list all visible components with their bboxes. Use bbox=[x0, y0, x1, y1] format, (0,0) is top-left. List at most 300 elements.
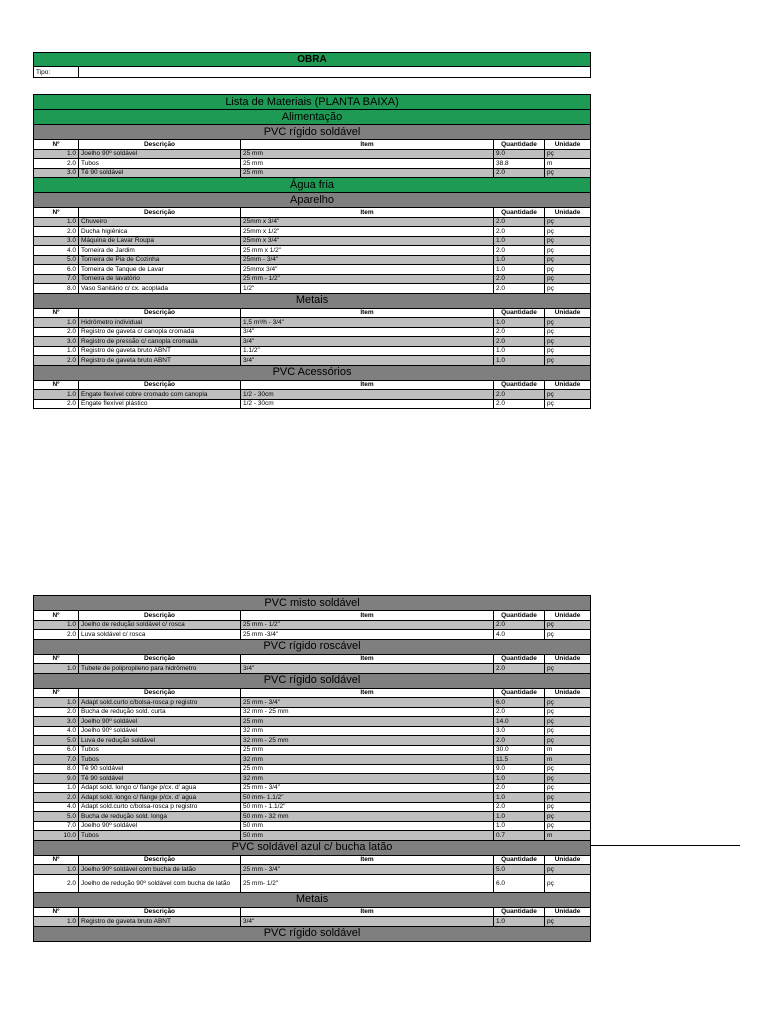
table-row bbox=[34, 327, 591, 337]
row-descricao: Engate flexível cobre cromado com canopla bbox=[79, 390, 241, 400]
section-title: Metais bbox=[34, 892, 591, 907]
row-number: 1.0 bbox=[34, 318, 79, 328]
col-header-item: Item bbox=[241, 208, 494, 218]
row-number: 1.0 bbox=[34, 664, 79, 674]
row-descricao: Tê 90 soldável bbox=[79, 168, 241, 178]
row-number: 2.0 bbox=[34, 630, 79, 640]
list-title: Lista de Materiais (PLANTA BAIXA) bbox=[34, 95, 591, 110]
table-row bbox=[34, 664, 591, 674]
row-number: 2.0 bbox=[34, 327, 79, 337]
row-unidade: pç bbox=[545, 318, 591, 328]
row-unidade: pç bbox=[545, 630, 591, 640]
row-descricao: Torneira de lavatório bbox=[79, 274, 241, 284]
table-row bbox=[34, 745, 591, 755]
col-header-quantidade: Quantidade bbox=[494, 140, 545, 150]
row-descricao: Joelho 90º soldável bbox=[79, 717, 241, 727]
table-row bbox=[34, 774, 591, 784]
row-unidade: pç bbox=[545, 726, 591, 736]
list-title-row bbox=[34, 95, 591, 110]
col-header-unidade: Unidade bbox=[545, 208, 591, 218]
row-number: 3.0 bbox=[34, 168, 79, 178]
row-unidade: pç bbox=[545, 793, 591, 803]
row-quantidade: 1.0 bbox=[494, 821, 545, 831]
table-row bbox=[34, 227, 591, 237]
table-row bbox=[34, 620, 591, 630]
row-quantidade: 2.0 bbox=[494, 707, 545, 717]
row-quantidade: 4.0 bbox=[494, 630, 545, 640]
table-row bbox=[34, 783, 591, 793]
row-number: 2.0 bbox=[34, 227, 79, 237]
row-descricao: Torneira de Tanque de Lavar bbox=[79, 265, 241, 275]
row-quantidade: 1.0 bbox=[494, 265, 545, 275]
row-unidade: pç bbox=[545, 821, 591, 831]
row-number: 2.0 bbox=[34, 159, 79, 169]
row-number: 2.0 bbox=[34, 793, 79, 803]
col-header-n: Nº bbox=[34, 611, 79, 621]
obra-title-row bbox=[34, 53, 591, 67]
row-item: 1,5 m³/h - 3/4" bbox=[241, 318, 494, 328]
row-descricao: Joelho de redução 90º soldável com bucha de latão bbox=[79, 874, 241, 892]
column-header-row bbox=[34, 308, 591, 318]
materials-table-page-1 bbox=[33, 94, 591, 409]
col-header-descricao: Descrição bbox=[79, 308, 241, 318]
row-descricao: Vaso Sanitário c/ cx. acoplada bbox=[79, 284, 241, 294]
row-number: 4.0 bbox=[34, 726, 79, 736]
row-quantidade: 2.0 bbox=[494, 390, 545, 400]
row-item: 25 mm - 1/2" bbox=[241, 274, 494, 284]
row-item: 25 mm bbox=[241, 159, 494, 169]
section-title-row bbox=[34, 125, 591, 140]
column-header-row bbox=[34, 855, 591, 865]
row-descricao: Ducha higiênica bbox=[79, 227, 241, 237]
row-unidade: pç bbox=[545, 664, 591, 674]
col-header-descricao: Descrição bbox=[79, 208, 241, 218]
section-title-row bbox=[34, 365, 591, 380]
table-row bbox=[34, 159, 591, 169]
table-row bbox=[34, 168, 591, 178]
row-item: 25 mm -3/4" bbox=[241, 630, 494, 640]
row-unidade: pç bbox=[545, 255, 591, 265]
row-descricao: Adapt sold. longo c/ flange p/cx. d' agua bbox=[79, 783, 241, 793]
row-unidade: pç bbox=[545, 736, 591, 746]
tipo-value[interactable] bbox=[79, 67, 591, 78]
col-header-unidade: Unidade bbox=[545, 380, 591, 390]
col-header-item: Item bbox=[241, 380, 494, 390]
row-quantidade: 2.0 bbox=[494, 227, 545, 237]
table-row bbox=[34, 149, 591, 159]
row-item: 25mm - 3/4" bbox=[241, 255, 494, 265]
row-descricao: Torneira de Pia de Cozinha bbox=[79, 255, 241, 265]
column-header-row bbox=[34, 140, 591, 150]
row-unidade: pç bbox=[545, 865, 591, 875]
row-quantidade: 2.0 bbox=[494, 284, 545, 294]
row-descricao: Joelho 90º soldável bbox=[79, 821, 241, 831]
col-header-n: Nº bbox=[34, 654, 79, 664]
row-quantidade: 9.0 bbox=[494, 764, 545, 774]
row-number: 1.0 bbox=[34, 149, 79, 159]
row-number: 1.0 bbox=[34, 217, 79, 227]
row-quantidade: 2.0 bbox=[494, 783, 545, 793]
row-descricao: Tê 90 soldável bbox=[79, 774, 241, 784]
row-number: 4.0 bbox=[34, 802, 79, 812]
section-title: PVC rígido soldável bbox=[34, 926, 591, 941]
table-row bbox=[34, 736, 591, 746]
table-row bbox=[34, 274, 591, 284]
row-item: 25 mm bbox=[241, 149, 494, 159]
col-header-unidade: Unidade bbox=[545, 855, 591, 865]
col-header-quantidade: Quantidade bbox=[494, 208, 545, 218]
row-item: 1/2" bbox=[241, 284, 494, 294]
table-row bbox=[34, 630, 591, 640]
col-header-quantidade: Quantidade bbox=[494, 688, 545, 698]
row-quantidade: 2.0 bbox=[494, 337, 545, 347]
row-item: 25mm x 3/4" bbox=[241, 217, 494, 227]
table-row bbox=[34, 356, 591, 366]
tipo-label: Tipo: bbox=[34, 67, 79, 78]
row-number: 3.0 bbox=[34, 717, 79, 727]
row-number: 1.0 bbox=[34, 346, 79, 356]
col-header-item: Item bbox=[241, 308, 494, 318]
table-row bbox=[34, 337, 591, 347]
row-number: 1.0 bbox=[34, 917, 79, 927]
category-title-row bbox=[34, 110, 591, 125]
row-unidade: pç bbox=[545, 783, 591, 793]
column-header-row bbox=[34, 611, 591, 621]
col-header-item: Item bbox=[241, 907, 494, 917]
row-number: 10.0 bbox=[34, 831, 79, 841]
row-descricao: Registro de gaveta bruto ABNT bbox=[79, 346, 241, 356]
materials-table-page-2 bbox=[33, 595, 591, 942]
col-header-descricao: Descrição bbox=[79, 380, 241, 390]
row-number: 4.0 bbox=[34, 246, 79, 256]
row-unidade: pç bbox=[545, 812, 591, 822]
col-header-unidade: Unidade bbox=[545, 140, 591, 150]
category-title: Água fria bbox=[34, 178, 591, 193]
row-item: 32 mm bbox=[241, 774, 494, 784]
table-row bbox=[34, 764, 591, 774]
row-quantidade: 14.0 bbox=[494, 717, 545, 727]
row-number: 1.0 bbox=[34, 390, 79, 400]
row-descricao: Registro de pressão c/ canopla cromada bbox=[79, 337, 241, 347]
column-header-row bbox=[34, 654, 591, 664]
row-unidade: pç bbox=[545, 764, 591, 774]
row-descricao: Adapt sold.curto c/bolsa-rosca p registro bbox=[79, 802, 241, 812]
table-row bbox=[34, 831, 591, 841]
row-number: 1.0 bbox=[34, 865, 79, 875]
col-header-unidade: Unidade bbox=[545, 308, 591, 318]
section-title-row bbox=[34, 596, 591, 611]
row-quantidade: 1.0 bbox=[494, 346, 545, 356]
row-unidade: pç bbox=[545, 774, 591, 784]
table-row bbox=[34, 698, 591, 708]
row-unidade: pç bbox=[545, 917, 591, 927]
row-unidade: pç bbox=[545, 620, 591, 630]
row-descricao: Torneira de Jardim bbox=[79, 246, 241, 256]
section-title-row bbox=[34, 673, 591, 688]
section-title: Aparelho bbox=[34, 193, 591, 208]
table-row bbox=[34, 812, 591, 822]
col-header-unidade: Unidade bbox=[545, 688, 591, 698]
row-number: 9.0 bbox=[34, 774, 79, 784]
row-unidade: m bbox=[545, 755, 591, 765]
row-item: 25 mm- 1/2" bbox=[241, 874, 494, 892]
section-title: PVC rígido soldável bbox=[34, 673, 591, 688]
row-unidade: pç bbox=[545, 227, 591, 237]
row-item: 32 mm - 25 mm bbox=[241, 736, 494, 746]
row-descricao: Tê 90 soldável bbox=[79, 764, 241, 774]
section-title: PVC Acessórios bbox=[34, 365, 591, 380]
row-unidade: pç bbox=[545, 265, 591, 275]
table-row bbox=[34, 917, 591, 927]
row-quantidade: 2.0 bbox=[494, 736, 545, 746]
row-descricao: Máquina de Lavar Roupa bbox=[79, 236, 241, 246]
row-quantidade: 30.0 bbox=[494, 745, 545, 755]
row-item: 25 mm - 3/4" bbox=[241, 865, 494, 875]
row-number: 1.0 bbox=[34, 698, 79, 708]
obra-title: OBRA bbox=[34, 53, 591, 67]
row-unidade: pç bbox=[545, 698, 591, 708]
category-title-row bbox=[34, 178, 591, 193]
row-item: 25 mm bbox=[241, 168, 494, 178]
row-quantidade: 5.0 bbox=[494, 865, 545, 875]
row-unidade: pç bbox=[545, 274, 591, 284]
row-unidade: pç bbox=[545, 284, 591, 294]
row-descricao: Luva soldável c/ rosca bbox=[79, 630, 241, 640]
col-header-item: Item bbox=[241, 611, 494, 621]
row-item: 25 mm bbox=[241, 764, 494, 774]
row-unidade: pç bbox=[545, 356, 591, 366]
row-quantidade: 1.0 bbox=[494, 774, 545, 784]
row-item: 32 mm bbox=[241, 755, 494, 765]
row-descricao: Registro de gaveta bruto ABNT bbox=[79, 917, 241, 927]
row-item: 1/2 - 30cm bbox=[241, 399, 494, 409]
col-header-unidade: Unidade bbox=[545, 611, 591, 621]
col-header-quantidade: Quantidade bbox=[494, 654, 545, 664]
row-descricao: Joelho de redução soldável c/ rosca bbox=[79, 620, 241, 630]
table-row bbox=[34, 802, 591, 812]
row-number: 1.0 bbox=[34, 783, 79, 793]
row-unidade: m bbox=[545, 831, 591, 841]
col-header-n: Nº bbox=[34, 380, 79, 390]
row-number: 2.0 bbox=[34, 356, 79, 366]
row-unidade: pç bbox=[545, 346, 591, 356]
row-quantidade: 2.0 bbox=[494, 664, 545, 674]
col-header-item: Item bbox=[241, 140, 494, 150]
row-quantidade: 0.7 bbox=[494, 831, 545, 841]
row-descricao: Hidrômetro individual bbox=[79, 318, 241, 328]
row-unidade: m bbox=[545, 745, 591, 755]
row-unidade: pç bbox=[545, 802, 591, 812]
col-header-quantidade: Quantidade bbox=[494, 855, 545, 865]
row-descricao: Tubos bbox=[79, 159, 241, 169]
section-title-row bbox=[34, 293, 591, 308]
row-number: 7.0 bbox=[34, 755, 79, 765]
col-header-item: Item bbox=[241, 688, 494, 698]
row-item: 50 mm- 1.1/2" bbox=[241, 793, 494, 803]
table-row bbox=[34, 874, 591, 892]
row-unidade: pç bbox=[545, 399, 591, 409]
row-number: 5.0 bbox=[34, 736, 79, 746]
col-header-n: Nº bbox=[34, 140, 79, 150]
row-item: 3/4" bbox=[241, 356, 494, 366]
row-item: 3/4" bbox=[241, 337, 494, 347]
row-descricao: Joelho 90º soldável bbox=[79, 726, 241, 736]
row-number: 3.0 bbox=[34, 337, 79, 347]
col-header-n: Nº bbox=[34, 907, 79, 917]
row-unidade: pç bbox=[545, 168, 591, 178]
col-header-descricao: Descrição bbox=[79, 140, 241, 150]
row-quantidade: 1.0 bbox=[494, 812, 545, 822]
row-descricao: Luva de redução soldável bbox=[79, 736, 241, 746]
category-title: Alimentação bbox=[34, 110, 591, 125]
row-item: 25 mm bbox=[241, 745, 494, 755]
row-descricao: Adapt sold. longo c/ flange p/cx. d' agua bbox=[79, 793, 241, 803]
section-title: PVC misto soldável bbox=[34, 596, 591, 611]
row-descricao: Tubos bbox=[79, 755, 241, 765]
row-item: 32 mm - 25 mm bbox=[241, 707, 494, 717]
row-item: 25mm x 1/2" bbox=[241, 227, 494, 237]
row-descricao: Tubos bbox=[79, 831, 241, 841]
column-header-row bbox=[34, 907, 591, 917]
row-unidade: pç bbox=[545, 246, 591, 256]
col-header-descricao: Descrição bbox=[79, 855, 241, 865]
row-unidade: pç bbox=[545, 874, 591, 892]
table-row bbox=[34, 236, 591, 246]
row-quantidade: 1.0 bbox=[494, 318, 545, 328]
col-header-n: Nº bbox=[34, 855, 79, 865]
table-row bbox=[34, 755, 591, 765]
row-unidade: pç bbox=[545, 707, 591, 717]
row-number: 8.0 bbox=[34, 764, 79, 774]
row-quantidade: 2.0 bbox=[494, 246, 545, 256]
section-title: PVC rígido soldável bbox=[34, 125, 591, 140]
section-title: PVC rígido roscável bbox=[34, 639, 591, 654]
row-unidade: pç bbox=[545, 149, 591, 159]
row-item: 25 mm - 3/4" bbox=[241, 783, 494, 793]
table-row bbox=[34, 865, 591, 875]
row-item: 25 mm x 1/2" bbox=[241, 246, 494, 256]
table-row bbox=[34, 217, 591, 227]
row-unidade: pç bbox=[545, 390, 591, 400]
row-number: 5.0 bbox=[34, 812, 79, 822]
row-descricao: Engate flexível plástico bbox=[79, 399, 241, 409]
row-number: 2.0 bbox=[34, 399, 79, 409]
row-unidade: pç bbox=[545, 217, 591, 227]
section-title-row bbox=[34, 926, 591, 941]
row-descricao: Registro de gaveta bruto ABNT bbox=[79, 356, 241, 366]
row-item: 32 mm bbox=[241, 726, 494, 736]
col-header-quantidade: Quantidade bbox=[494, 611, 545, 621]
col-header-descricao: Descrição bbox=[79, 611, 241, 621]
row-item: 50 mm bbox=[241, 831, 494, 841]
row-unidade: pç bbox=[545, 327, 591, 337]
table-row bbox=[34, 707, 591, 717]
table-row bbox=[34, 346, 591, 356]
row-quantidade: 3.0 bbox=[494, 726, 545, 736]
table-row bbox=[34, 717, 591, 727]
col-header-descricao: Descrição bbox=[79, 907, 241, 917]
row-quantidade: 2.0 bbox=[494, 399, 545, 409]
row-quantidade: 2.0 bbox=[494, 327, 545, 337]
table-row bbox=[34, 318, 591, 328]
row-number: 5.0 bbox=[34, 255, 79, 265]
row-quantidade: 38.8 bbox=[494, 159, 545, 169]
row-item: 1.1/2" bbox=[241, 346, 494, 356]
row-number: 3.0 bbox=[34, 236, 79, 246]
row-descricao: Bucha de redução sold. longa bbox=[79, 812, 241, 822]
col-header-n: Nº bbox=[34, 308, 79, 318]
col-header-n: Nº bbox=[34, 688, 79, 698]
section-title-row bbox=[34, 840, 591, 855]
col-header-descricao: Descrição bbox=[79, 688, 241, 698]
row-number: 6.0 bbox=[34, 265, 79, 275]
row-number: 1.0 bbox=[34, 620, 79, 630]
row-quantidade: 1.0 bbox=[494, 255, 545, 265]
row-unidade: pç bbox=[545, 717, 591, 727]
col-header-item: Item bbox=[241, 654, 494, 664]
col-header-unidade: Unidade bbox=[545, 907, 591, 917]
row-item: 50 mm bbox=[241, 821, 494, 831]
obra-table bbox=[33, 52, 591, 78]
row-item: 3/4" bbox=[241, 917, 494, 927]
row-descricao: Registro de gaveta c/ canopla cromada bbox=[79, 327, 241, 337]
row-quantidade: 1.0 bbox=[494, 356, 545, 366]
table-row bbox=[34, 726, 591, 736]
col-header-unidade: Unidade bbox=[545, 654, 591, 664]
row-quantidade: 11.5 bbox=[494, 755, 545, 765]
row-descricao: Joelho 90º soldável com bucha de latão bbox=[79, 865, 241, 875]
col-header-quantidade: Quantidade bbox=[494, 308, 545, 318]
table-row bbox=[34, 399, 591, 409]
tipo-row bbox=[34, 67, 591, 78]
table-row bbox=[34, 793, 591, 803]
row-quantidade: 2.0 bbox=[494, 217, 545, 227]
column-header-row bbox=[34, 208, 591, 218]
row-item: 25 mm - 3/4" bbox=[241, 698, 494, 708]
row-quantidade: 2.0 bbox=[494, 274, 545, 284]
section-title-row bbox=[34, 639, 591, 654]
row-descricao: Bucha de redução sold. curta bbox=[79, 707, 241, 717]
row-number: 7.0 bbox=[34, 821, 79, 831]
col-header-item: Item bbox=[241, 855, 494, 865]
table-row bbox=[34, 265, 591, 275]
row-item: 3/4" bbox=[241, 327, 494, 337]
row-number: 2.0 bbox=[34, 707, 79, 717]
row-item: 25mmx 3/4" bbox=[241, 265, 494, 275]
table-row bbox=[34, 255, 591, 265]
col-header-n: Nº bbox=[34, 208, 79, 218]
row-item: 25 mm - 1/2" bbox=[241, 620, 494, 630]
row-item: 1/2 - 30cm bbox=[241, 390, 494, 400]
row-quantidade: 1.0 bbox=[494, 236, 545, 246]
row-item: 25 mm bbox=[241, 717, 494, 727]
row-number: 7.0 bbox=[34, 274, 79, 284]
row-quantidade: 2.0 bbox=[494, 620, 545, 630]
section-title-row bbox=[34, 892, 591, 907]
row-quantidade: 9.0 bbox=[494, 149, 545, 159]
row-descricao: Tubos bbox=[79, 745, 241, 755]
section-title: Metais bbox=[34, 293, 591, 308]
column-header-row bbox=[34, 380, 591, 390]
row-unidade: pç bbox=[545, 337, 591, 347]
row-quantidade: 1.0 bbox=[494, 917, 545, 927]
stray-line bbox=[590, 845, 740, 846]
row-descricao: Adapt sold.curto c/bolsa-rosca p registro bbox=[79, 698, 241, 708]
table-row bbox=[34, 246, 591, 256]
row-unidade: pç bbox=[545, 236, 591, 246]
row-item: 50 mm - 32 mm bbox=[241, 812, 494, 822]
section-title: PVC soldável azul c/ bucha latão bbox=[34, 840, 591, 855]
